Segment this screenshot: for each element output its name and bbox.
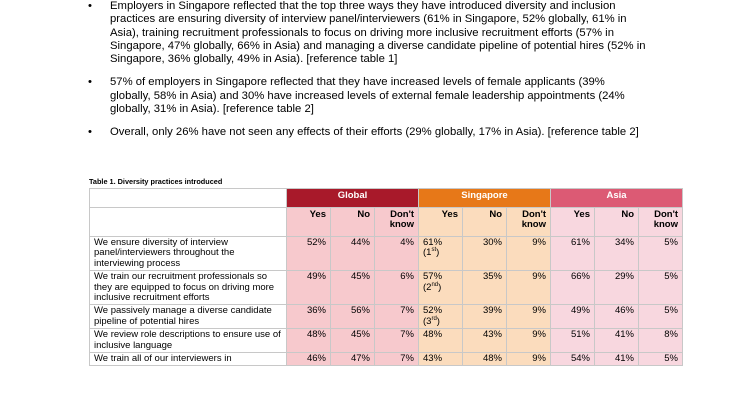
table-caption: Table 1. Diversity practices introduced — [89, 177, 223, 186]
global-yes: 49% — [287, 271, 331, 305]
asia-no: 46% — [595, 305, 639, 329]
asia-yes: 54% — [551, 353, 595, 366]
asia-dont-know: 5% — [639, 353, 683, 366]
subheader-row — [90, 208, 683, 237]
singapore-no: 43% — [463, 329, 507, 353]
singapore-dont-know: 9% — [507, 353, 551, 366]
sub-no: No — [331, 208, 375, 237]
global-dont-know: 7% — [375, 329, 419, 353]
sub-yes: Yes — [551, 208, 595, 237]
asia-no: 41% — [595, 353, 639, 366]
row-label: We ensure diversity of interview panel/interviewers throughout the interviewing process — [90, 237, 287, 271]
global-no: 45% — [331, 329, 375, 353]
global-no: 45% — [331, 271, 375, 305]
singapore-dont-know: 9% — [507, 329, 551, 353]
group-asia: Asia — [551, 189, 683, 208]
singapore-yes: 52% (3rd) — [419, 305, 463, 329]
table-row — [90, 329, 683, 353]
bullet-text: Employers in Singapore reflected that the top three ways they have introduced diversity and inclusion practices are ensuring diversity of interview panel/interviewers (61% in Singapore, 52% globally, 61% in Asia), training recruitment professionals to focus on driving more inclusive recruitment efforts (57% in Singapore, 47% globally, 66% in Asia) and managing a diverse candidate pipeline of potential hires (52% in Singapore, 36% globally, 49% in Asia). [reference table 1] — [110, 0, 646, 66]
singapore-yes: 57% (2nd) — [419, 271, 463, 305]
row-label: We train our recruitment professionals so they are equipped to focus on driving more inclusive recruitment efforts — [90, 271, 287, 305]
singapore-yes: 48% — [419, 329, 463, 353]
asia-no: 41% — [595, 329, 639, 353]
global-dont-know: 6% — [375, 271, 419, 305]
global-dont-know: 4% — [375, 237, 419, 271]
singapore-yes: 43% — [419, 353, 463, 366]
global-dont-know: 7% — [375, 353, 419, 366]
group-singapore: Singapore — [419, 189, 551, 208]
sub-yes: Yes — [419, 208, 463, 237]
bullet-list — [88, 0, 648, 150]
sub-dont-know: Don't know — [375, 208, 419, 237]
singapore-yes: 61% (1st) — [419, 237, 463, 271]
asia-no: 29% — [595, 271, 639, 305]
bullet-item — [88, 126, 648, 139]
asia-dont-know: 8% — [639, 329, 683, 353]
sub-dont-know: Don't know — [639, 208, 683, 237]
singapore-dont-know: 9% — [507, 305, 551, 329]
asia-dont-know: 5% — [639, 305, 683, 329]
asia-yes: 51% — [551, 329, 595, 353]
bullet-dot-icon: • — [88, 126, 92, 139]
global-yes: 36% — [287, 305, 331, 329]
table-row — [90, 237, 683, 271]
bullet-text: Overall, only 26% have not seen any effects of their efforts (29% globally, 17% in Asia). [reference table 2] — [110, 126, 639, 139]
singapore-dont-know: 9% — [507, 237, 551, 271]
table-row — [90, 305, 683, 329]
group-global: Global — [287, 189, 419, 208]
global-no: 47% — [331, 353, 375, 366]
asia-yes: 49% — [551, 305, 595, 329]
sub-dont-know: Don't know — [507, 208, 551, 237]
asia-dont-know: 5% — [639, 271, 683, 305]
row-label: We passively manage a diverse candidate pipeline of potential hires — [90, 305, 287, 329]
header-blank — [90, 189, 287, 208]
bullet-item — [88, 0, 648, 66]
global-yes: 52% — [287, 237, 331, 271]
global-dont-know: 7% — [375, 305, 419, 329]
table-row — [90, 271, 683, 305]
bullet-item — [88, 76, 648, 116]
subheader-blank — [90, 208, 287, 237]
singapore-no: 48% — [463, 353, 507, 366]
global-yes: 48% — [287, 329, 331, 353]
table-row — [90, 353, 683, 366]
sub-no: No — [595, 208, 639, 237]
singapore-no: 30% — [463, 237, 507, 271]
bullet-dot-icon: • — [88, 0, 92, 12]
global-no: 56% — [331, 305, 375, 329]
bullet-text: 57% of employers in Singapore reflected that they have increased levels of female applicants (39% globally, 58% in Asia) and 30% have increased levels of external female leadership appointments (24% globally, 31% in Asia). [reference table 2] — [110, 76, 625, 116]
group-header-row — [90, 189, 683, 208]
row-label: We train all of our interviewers in — [90, 353, 287, 366]
asia-yes: 61% — [551, 237, 595, 271]
singapore-dont-know: 9% — [507, 271, 551, 305]
sub-no: No — [463, 208, 507, 237]
asia-yes: 66% — [551, 271, 595, 305]
bullet-dot-icon: • — [88, 76, 92, 89]
asia-dont-know: 5% — [639, 237, 683, 271]
row-label: We review role descriptions to ensure use of inclusive language — [90, 329, 287, 353]
diversity-practices-table — [89, 188, 683, 366]
global-yes: 46% — [287, 353, 331, 366]
global-no: 44% — [331, 237, 375, 271]
asia-no: 34% — [595, 237, 639, 271]
sub-yes: Yes — [287, 208, 331, 237]
singapore-no: 35% — [463, 271, 507, 305]
singapore-no: 39% — [463, 305, 507, 329]
